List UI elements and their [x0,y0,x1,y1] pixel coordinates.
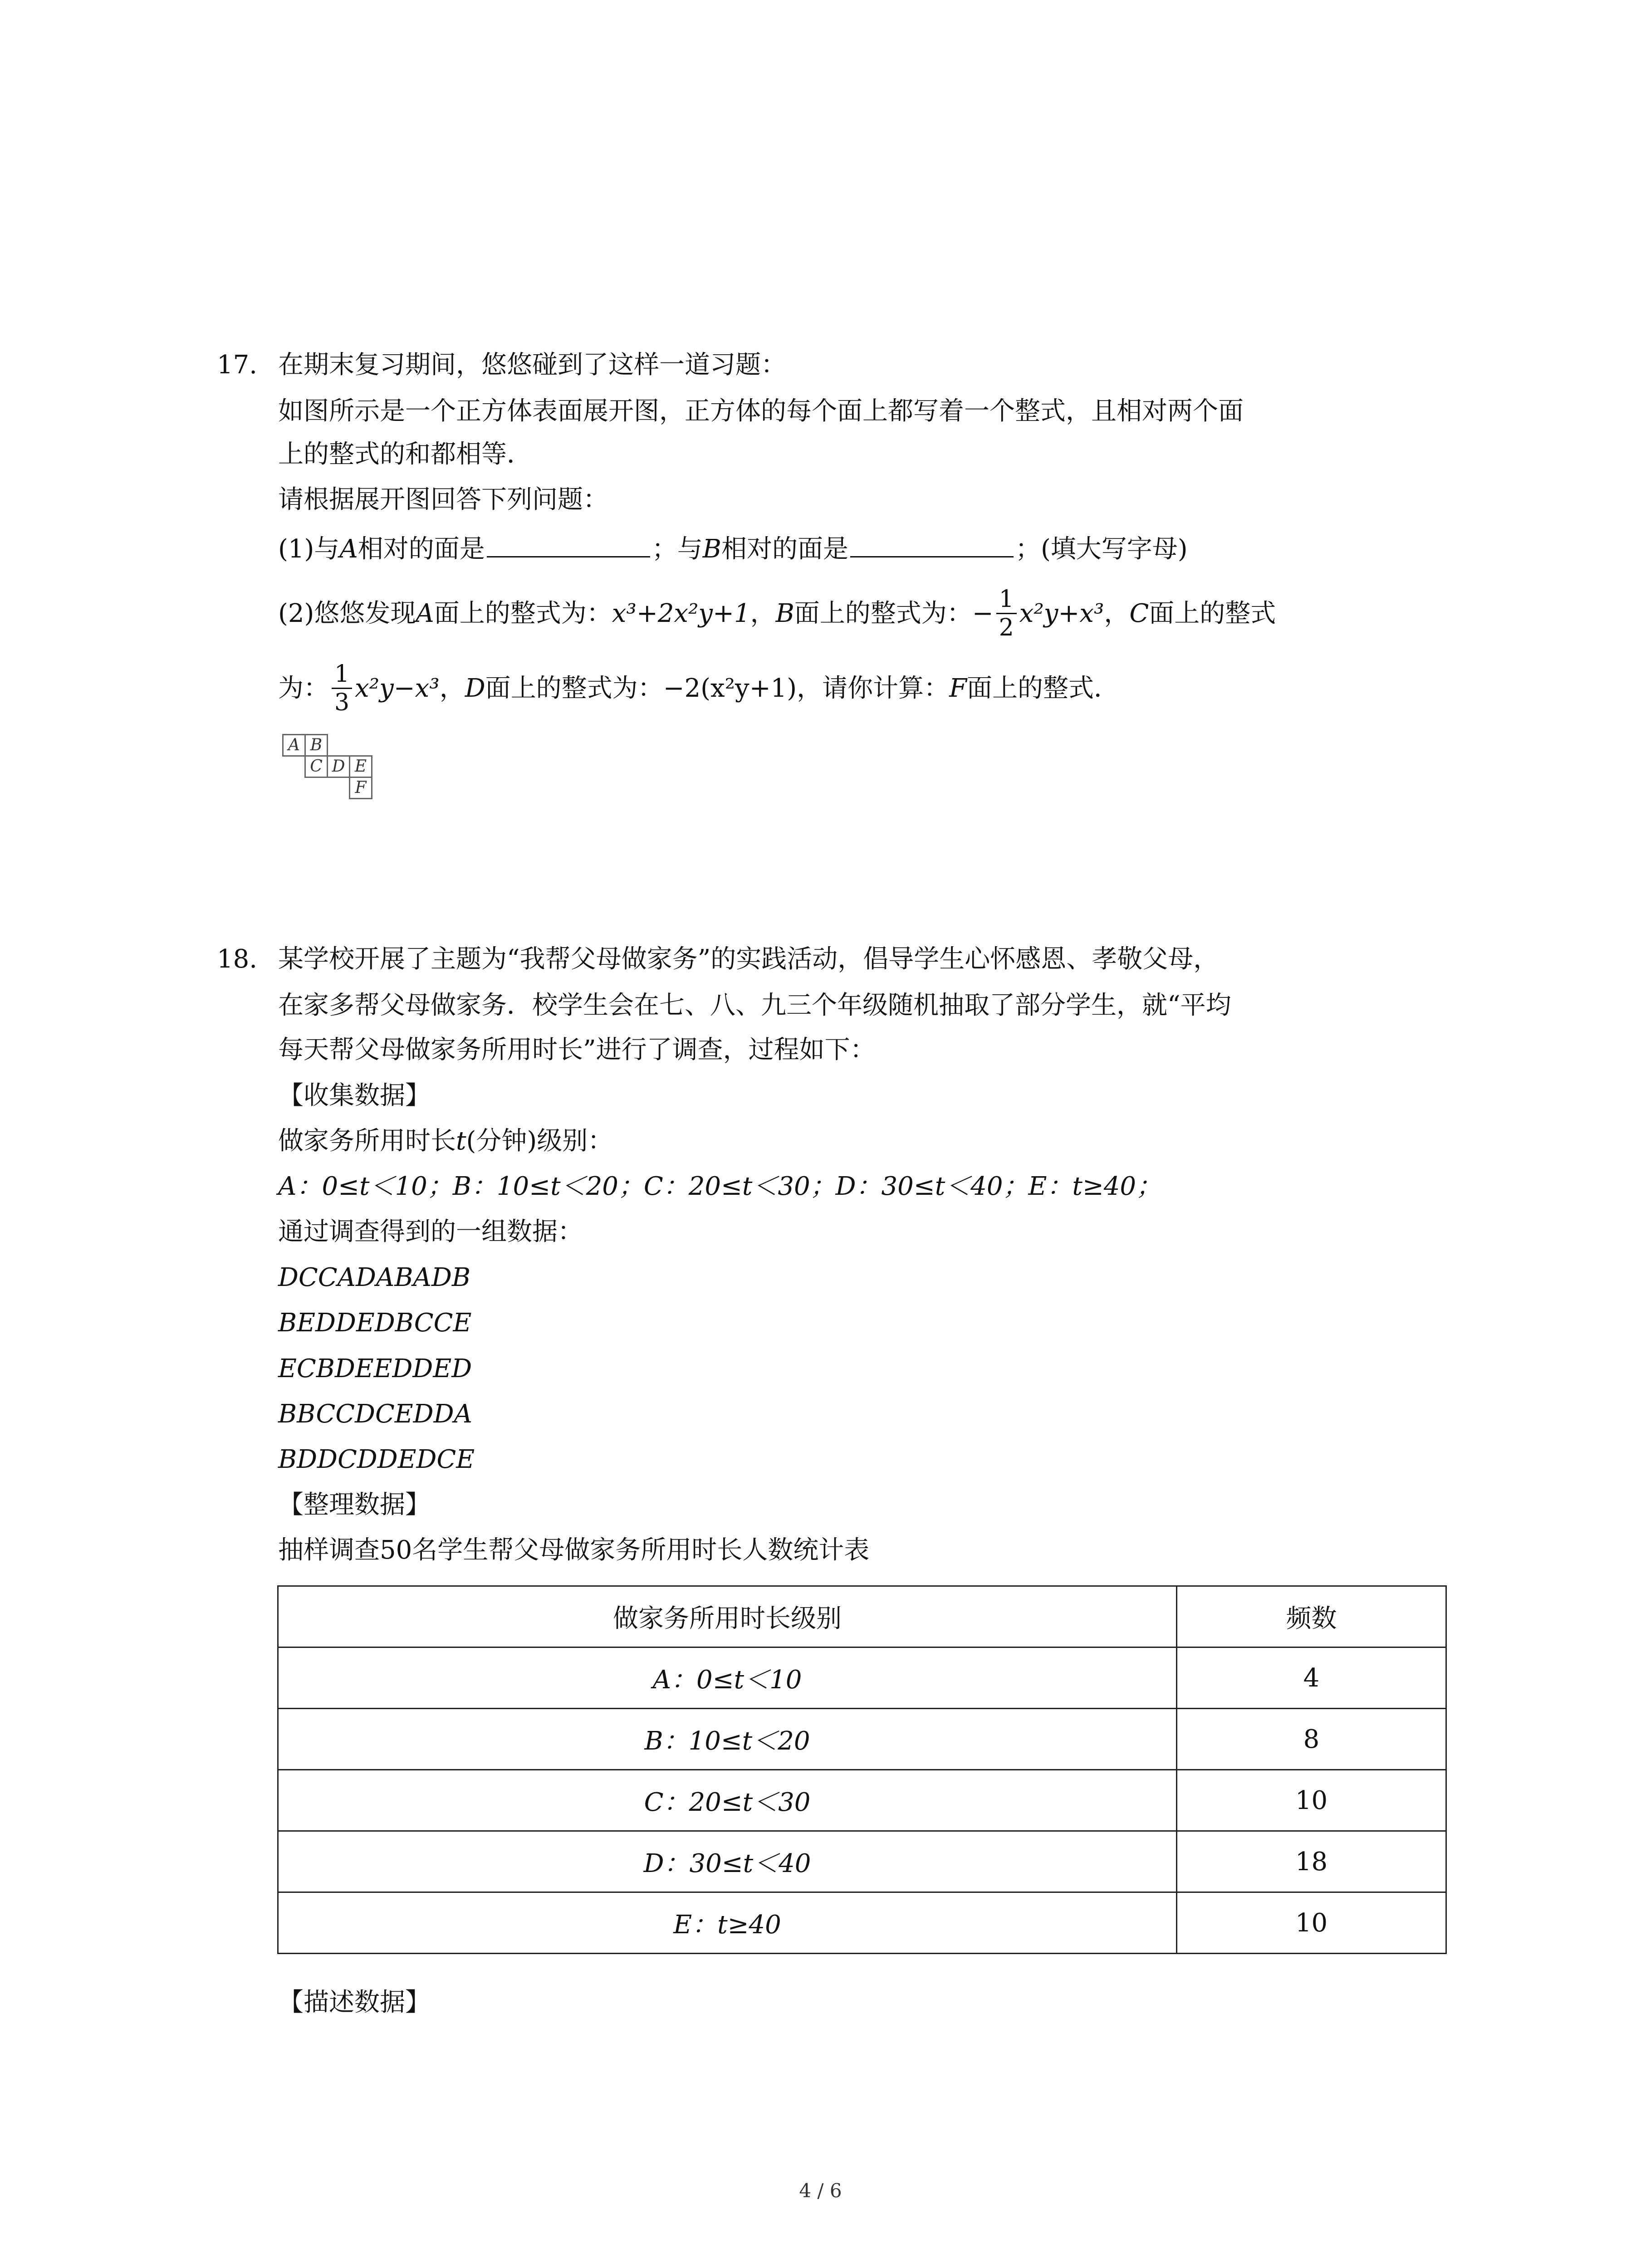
q17-part2-cont [278,662,1119,718]
part3-text-d: ，请你计算： [797,674,950,703]
data-row: BEDDEDBCCE [278,1308,472,1338]
answer-blank-b[interactable] [850,531,1014,557]
letter-c: C [1129,599,1149,628]
q18-line3: 每天帮父母做家务所用时长”进行了调查，过程如下： [278,1035,876,1065]
net-cell-f: F [349,777,372,799]
expression-b: x²y+x³ [1019,599,1104,628]
collect-data-heading: 【收集数据】 [278,1081,431,1110]
fraction-one-third [332,660,352,716]
q17-intro: 在期末复习期间，悠悠碰到了这样一道习题： [278,350,786,380]
part1-text-c: ；与 [652,534,703,564]
table-row [278,1892,1446,1954]
letter-a: A [416,599,434,628]
fraction-denominator: 2 [999,614,1014,641]
net-cell-e: E [349,755,372,778]
page-number: 4 / 6 [799,2180,842,2202]
part2-text-e: ， [1104,599,1130,628]
letter-a: A [339,534,358,564]
level-cell: D：30≤t＜40 [278,1831,1177,1892]
net-cell-d: D [327,755,350,778]
part3-text-a: 为： [278,674,329,703]
letter-f: F [949,674,967,703]
expression-a: x³+2x²y+1 [612,599,750,628]
data-row: BBCCDCEDDA [278,1399,472,1429]
part2-text-c: ， [750,599,776,628]
level-text-a: 做家务所用时长 [278,1126,456,1156]
table-row [278,1647,1446,1709]
expression-c: x²y−x³ [355,674,440,703]
fraction-numerator: 1 [996,586,1017,614]
part1-text-a: (1)与 [278,534,340,564]
q17-line3: 上的整式的和都相等． [278,440,532,469]
net-cell-a: A [282,734,306,757]
level-text-b: (分钟)级别： [466,1126,613,1156]
level-ranges: A：0≤t＜10；B：10≤t＜20；C：20≤t＜30；D：30≤t＜40；E：t≥40； [278,1172,1162,1201]
q17-part2 [278,587,1276,643]
table-row [278,1831,1446,1892]
fraction-numerator: 1 [332,660,352,689]
data-intro: 通过调查得到的一组数据： [278,1217,583,1246]
part1-text-b: 相对的面是 [358,534,485,564]
frequency-cell: 18 [1177,1831,1446,1892]
part3-text-e: 面上的整式． [966,674,1119,703]
describe-data-heading: 【描述数据】 [278,1988,431,2017]
organize-data-heading: 【整理数据】 [278,1490,431,1520]
letter-b: B [775,599,794,628]
question-18-number: 18. [217,944,258,974]
q18-intro: 某学校开展了主题为“我帮父母做家务”的实践活动，倡导学生心怀感恩、孝敬父母， [278,944,1219,974]
frequency-cell: 10 [1177,1770,1446,1831]
table-caption: 抽样调查50名学生帮父母做家务所用时长人数统计表 [278,1535,870,1565]
net-cell-c: C [304,755,328,778]
q17-line2: 如图所示是一个正方体表面展开图，正方体的每个面上都写着一个整式，且相对两个面 [278,396,1244,426]
part3-text-b: ， [439,674,465,703]
part1-text-e: ；(填大写字母) [1015,534,1188,564]
data-row: ECBDEEDDED [278,1354,472,1383]
table-row [278,1709,1446,1770]
data-row: DCCADABADB [278,1263,471,1292]
level-cell: A：0≤t＜10 [278,1647,1177,1709]
part1-text-d: 相对的面是 [721,534,848,564]
part2-text-f: 面上的整式 [1149,599,1276,628]
level-definition [278,1123,613,1159]
part2-text-b: 面上的整式为： [434,599,612,628]
question-17-number: 17. [217,350,258,380]
column-header: 做家务所用时长级别 [278,1586,1177,1647]
table-header-row [278,1586,1446,1647]
data-row: BDDCDDEDCE [278,1445,475,1474]
q18-line2: 在家多帮父母做家务．校学生会在七、八、九三个年级随机抽取了部分学生，就“平均 [278,991,1231,1020]
q17-line4: 请根据展开图回答下列问题： [278,485,608,514]
fraction-denominator: 3 [334,689,350,716]
variable-t: t [456,1126,466,1156]
level-cell: B：10≤t＜20 [278,1709,1177,1770]
part3-text-c: 面上的整式为：−2(x²y+1) [485,674,797,703]
letter-d: D [465,674,485,703]
q17-part1 [278,531,1188,567]
frequency-cell: 8 [1177,1709,1446,1770]
table-row [278,1770,1446,1831]
fraction-one-half [996,586,1017,641]
net-cell-b: B [304,734,328,757]
level-cell: C：20≤t＜30 [278,1770,1177,1831]
letter-b: B [702,534,721,564]
frequency-cell: 4 [1177,1647,1446,1709]
frequency-table [277,1585,1447,1954]
column-header: 频数 [1177,1586,1446,1647]
answer-blank-a[interactable] [487,531,650,557]
frequency-cell: 10 [1177,1892,1446,1954]
part2-text-a: (2)悠悠发现 [278,599,416,628]
part2-text-d: 面上的整式为：− [794,599,994,628]
level-cell: E：t≥40 [278,1892,1177,1954]
